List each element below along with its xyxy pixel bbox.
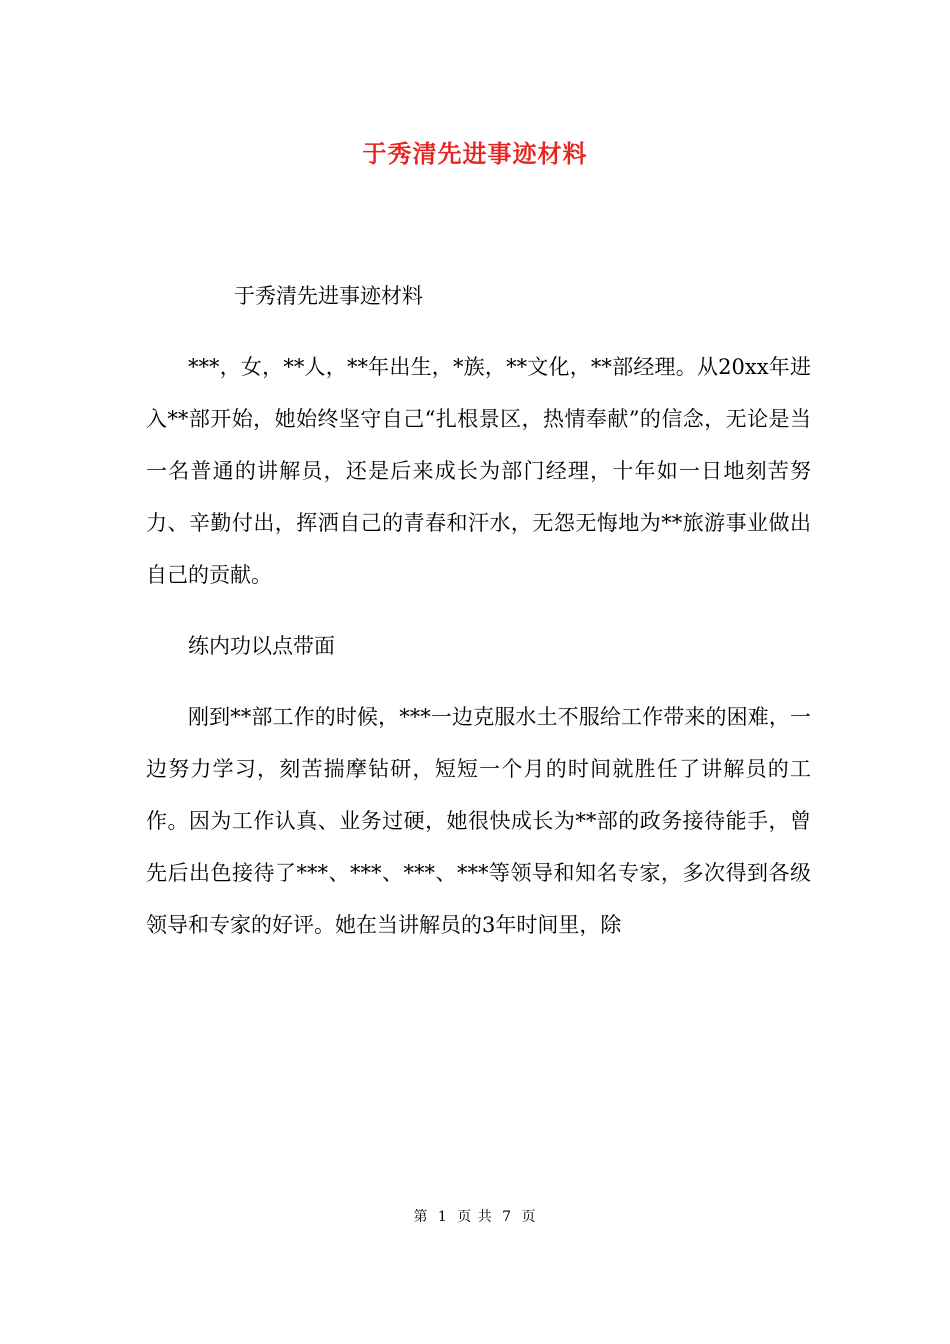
document-body — [146, 270, 811, 970]
section-heading: 练内功以点带面 — [188, 634, 335, 658]
document-title: 于秀清先进事迹材料 — [362, 139, 588, 168]
footer-middle: 页 共 — [457, 1209, 493, 1225]
page-footer — [0, 1206, 950, 1228]
body-title-line: 于秀清先进事迹材料 — [234, 284, 423, 308]
footer-suffix: 页 — [521, 1209, 537, 1225]
footer-total-pages: 7 — [502, 1209, 513, 1225]
paragraph-work: 刚到**部工作的时候，***一边克服水土不服给工作带来的困难，一边努力学习，刻苦揣摩钻研，短短一个月的时间就胜任了讲解员的工作。因为工作认真、业务过硬，她很快成长为**部的政务接待能手，曾先后出色接待了***、***、***、***等领导和知名专家，多次得到各级领导和专家的好评。她在当讲解员的3年时间里，除 — [146, 705, 811, 937]
paragraph-intro: ***，女，**人，**年出生，*族，**文化，**部经理。从20xx年进入**部开始，她始终坚守自己“扎根景区，热情奉献”的信念，无论是当一名普通的讲解员，还是后来成长为部门经理，十年如一日地刻苦努力、辛勤付出，挥洒自己的青春和汗水，无怨无悔地为**旅游事业做出自己的贡献。 — [146, 355, 811, 587]
footer-current-page: 1 — [437, 1209, 448, 1225]
footer-prefix: 第 — [413, 1209, 429, 1225]
